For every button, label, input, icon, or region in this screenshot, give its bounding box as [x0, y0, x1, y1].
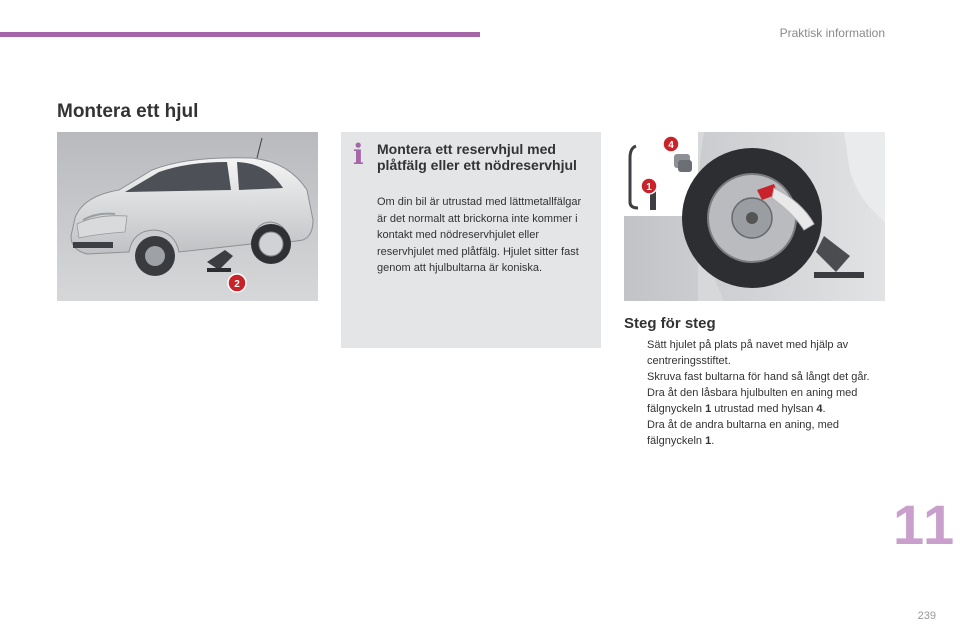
steps-list	[624, 337, 886, 449]
svg-text:2: 2	[234, 279, 240, 290]
header-accent-bar	[0, 32, 480, 37]
car-illustration	[57, 132, 318, 301]
info-box	[341, 132, 601, 348]
page-number: 239	[917, 610, 936, 622]
steps-title: Steg för steg	[624, 315, 716, 332]
info-box-title: Montera ett reservhjul med plåtfälg eller ett nödreservhjul	[377, 141, 577, 173]
svg-text:4: 4	[668, 140, 674, 151]
callout-badge-1	[641, 178, 657, 194]
chapter-number: 11	[893, 493, 957, 556]
list-item: Dra åt den låsbara hjulbulten en aning med fälgnyckeln 1 utrustad med hylsan 4.	[647, 387, 858, 415]
list-item: Dra åt de andra bultarna en aning, med fälgnyckeln 1.	[647, 419, 840, 447]
info-icon: i	[353, 138, 364, 171]
svg-text:1: 1	[646, 182, 652, 193]
list-item: Sätt hjulet på plats på navet med hjälp av centreringsstiftet.	[647, 339, 849, 367]
wheel-illustration	[624, 132, 885, 301]
page-title: Montera ett hjul	[57, 101, 199, 122]
section-label: Praktisk information	[779, 26, 885, 40]
callout-badge-2	[228, 274, 246, 292]
callout-badge-4	[663, 136, 679, 152]
list-item: Skruva fast bultarna för hand så långt det går.	[647, 371, 870, 383]
info-box-body: Om din bil är utrustad med lättmetallfälgar är det normalt att brickorna inte kommer i kontakt med nödreservhjulet eller reservhjulet med plåtfälg. Hjulet sitter fast genom att hjulbultarna är koniska.	[377, 196, 582, 274]
